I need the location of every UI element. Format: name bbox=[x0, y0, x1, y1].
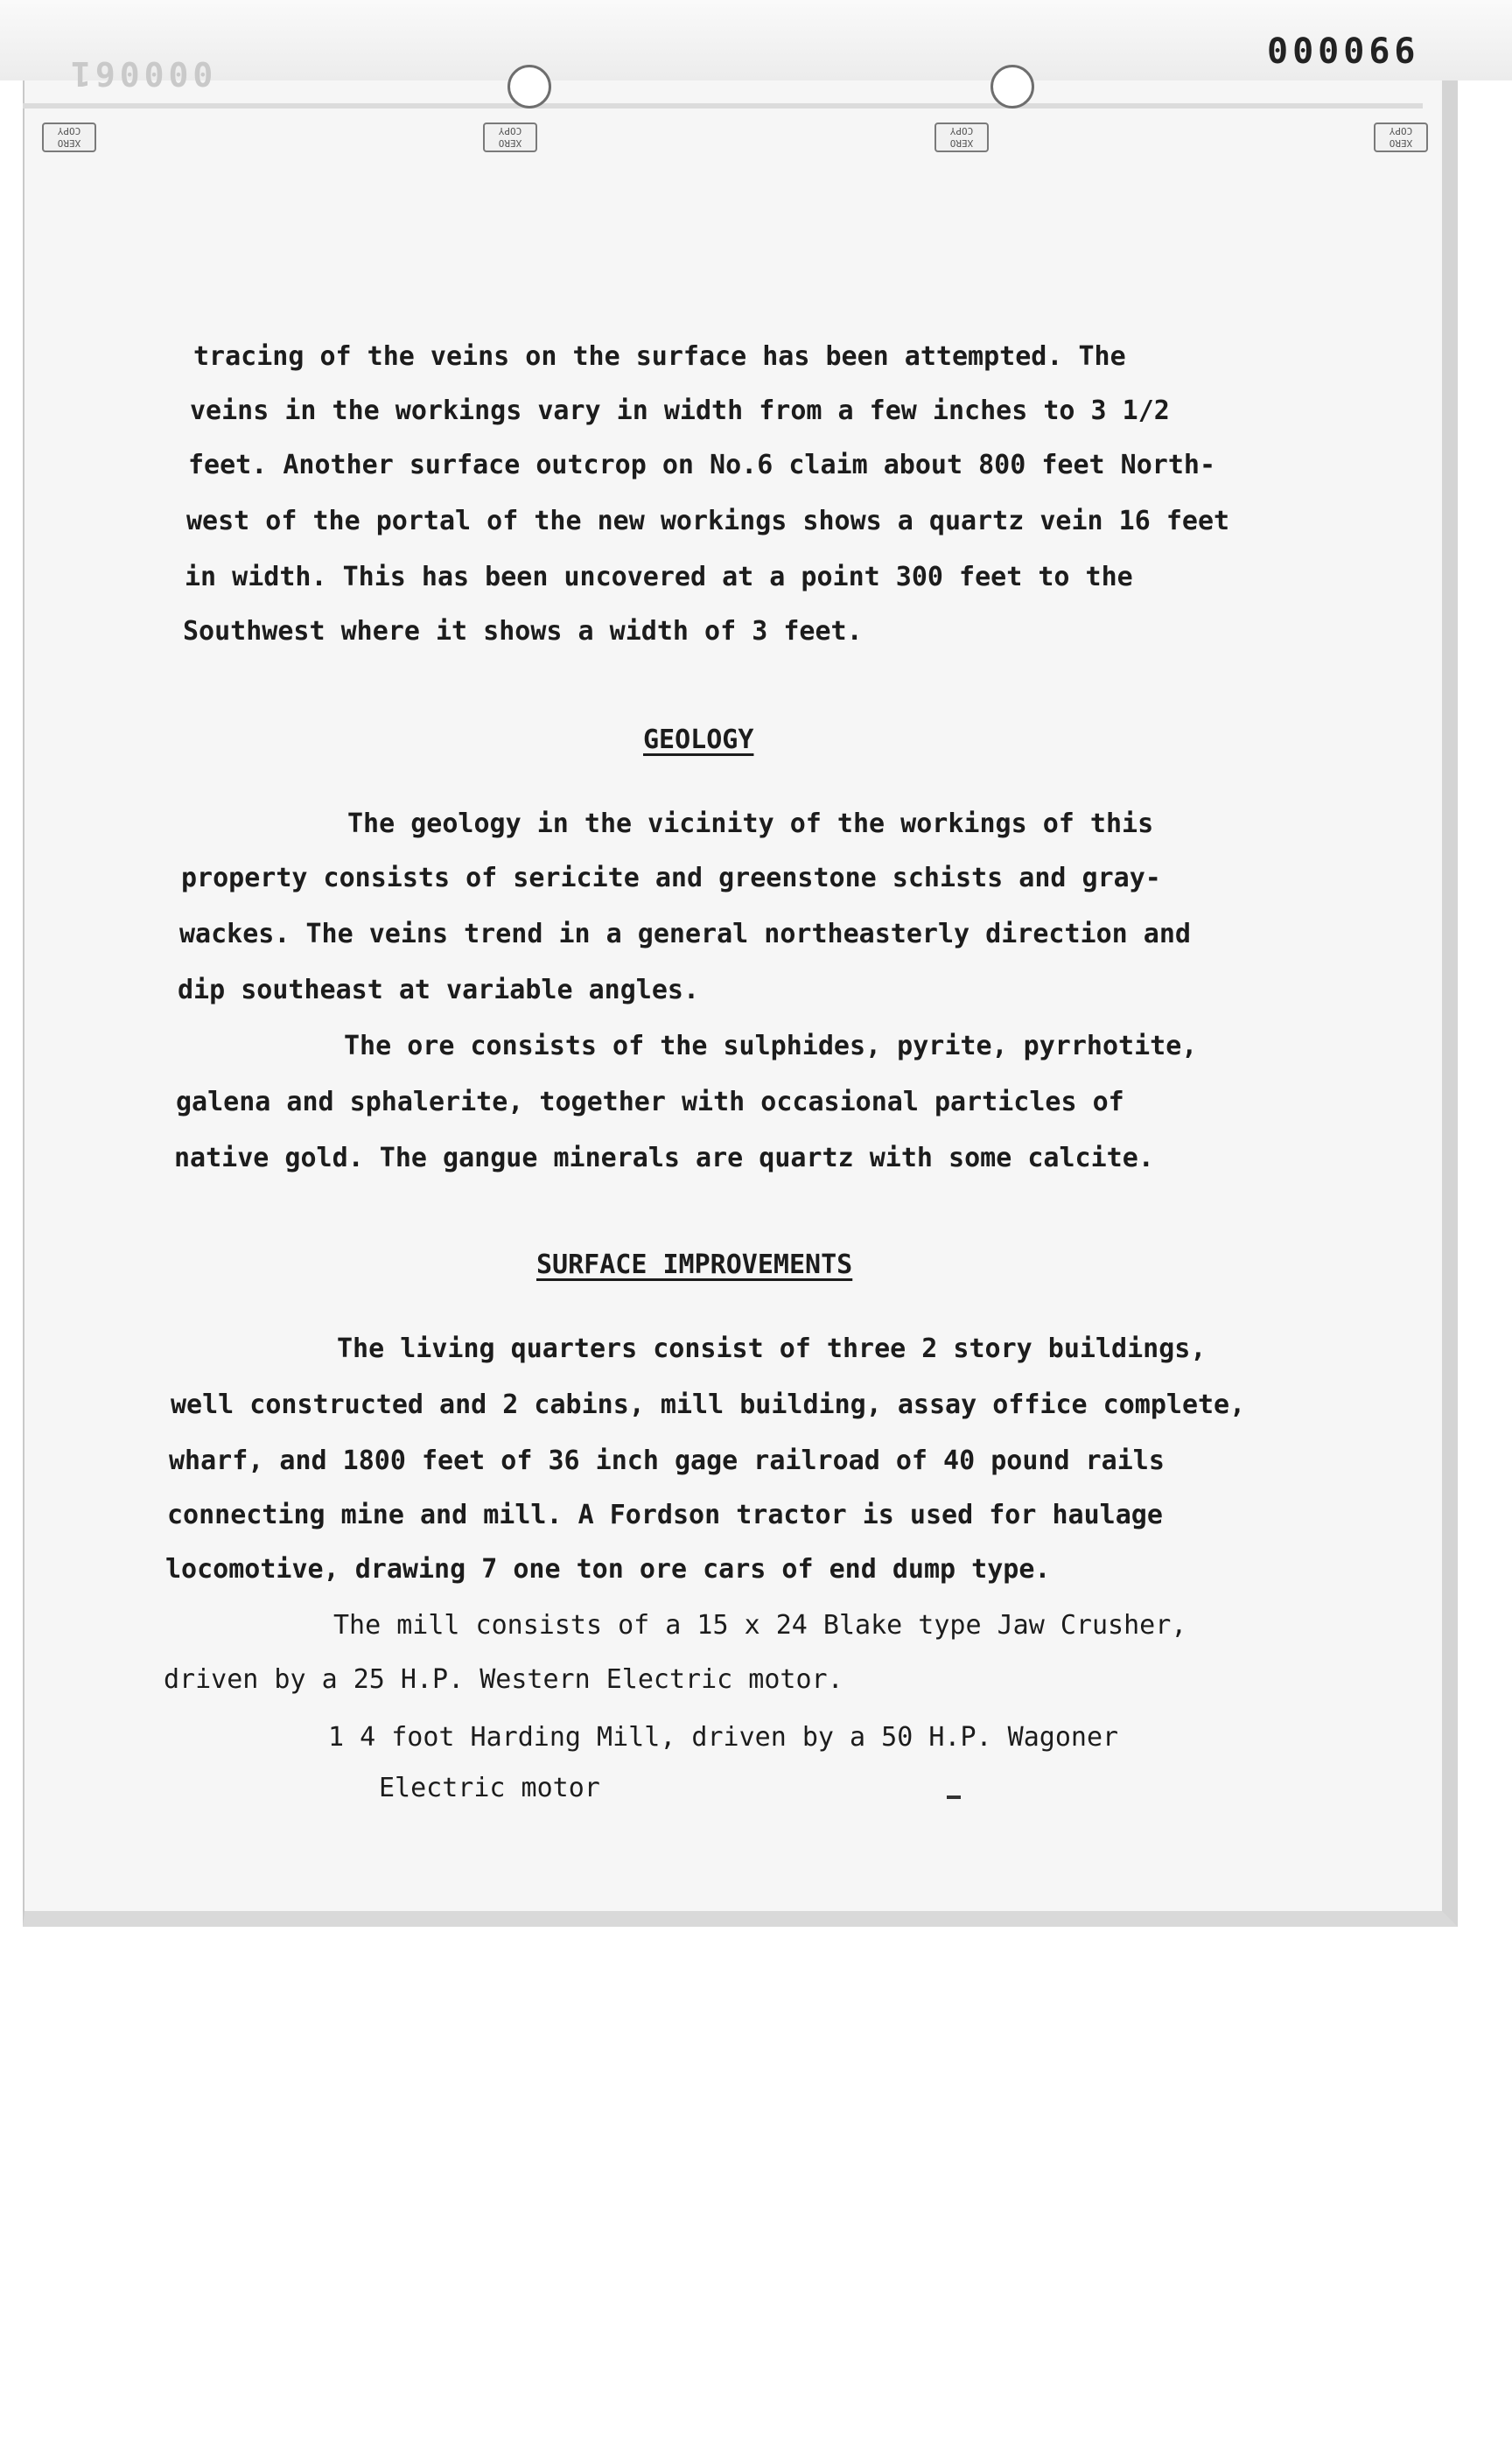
text-line: feet. Another surface outcrop on No.6 claim about 800 feet North- bbox=[188, 450, 1215, 480]
text-line: galena and sphalerite, together with occasional particles of bbox=[176, 1087, 1124, 1117]
punch-hole-left bbox=[508, 65, 551, 108]
document-number: 000066 bbox=[1267, 32, 1420, 72]
xero-copy-stamp: XERO COPY bbox=[483, 122, 537, 152]
text-line: property consists of sericite and greenstone schists and gray- bbox=[181, 863, 1161, 893]
punch-hole-right bbox=[990, 65, 1034, 108]
text-line: The living quarters consist of three 2 story buildings, bbox=[337, 1334, 1207, 1364]
text-line: The geology in the vicinity of the workings of this bbox=[347, 808, 1154, 839]
text-line: wackes. The veins trend in a general northeasterly direction and bbox=[179, 919, 1191, 949]
mirrored-document-number: 000061 bbox=[66, 54, 214, 93]
text-line: west of the portal of the new workings shows a quartz vein 16 feet bbox=[186, 506, 1230, 536]
section-heading-surface-improvements: SURFACE IMPROVEMENTS bbox=[536, 1250, 853, 1280]
text-line: in width. This has been uncovered at a point 300 feet to the bbox=[185, 562, 1133, 592]
xero-copy-stamp: XERO COPY bbox=[934, 122, 989, 152]
text-line: The mill consists of a 15 x 24 Blake type Jaw Crusher, bbox=[333, 1610, 1187, 1641]
text-line: 1 4 foot Harding Mill, driven by a 50 H.P. Wagoner bbox=[328, 1722, 1119, 1753]
text-line: dip southeast at variable angles. bbox=[178, 975, 700, 1005]
xero-copy-stamp: XERO COPY bbox=[42, 122, 96, 152]
page-top-edge bbox=[23, 103, 1423, 108]
text-line: driven by a 25 H.P. Western Electric motor. bbox=[164, 1664, 844, 1695]
text-line: wharf, and 1800 feet of 36 inch gage railroad of 40 pound rails bbox=[169, 1446, 1165, 1476]
xero-copy-stamp: XERO COPY bbox=[1374, 122, 1428, 152]
text-line: veins in the workings vary in width from a few inches to 3 1/2 bbox=[190, 396, 1170, 426]
text-line: The ore consists of the sulphides, pyrite, pyrrhotite, bbox=[344, 1031, 1198, 1061]
text-line: well constructed and 2 cabins, mill building, assay office complete, bbox=[171, 1390, 1246, 1420]
text-line: Electric motor bbox=[379, 1773, 600, 1803]
text-line: connecting mine and mill. A Fordson tractor is used for haulage bbox=[167, 1500, 1163, 1530]
text-line: locomotive, drawing 7 one ton ore cars of end dump type. bbox=[165, 1554, 1051, 1585]
text-line: Southwest where it shows a width of 3 feet. bbox=[183, 616, 863, 647]
section-heading-geology: GEOLOGY bbox=[643, 724, 754, 755]
text-line: tracing of the veins on the surface has been attempted. The bbox=[193, 341, 1126, 372]
stray-mark bbox=[947, 1796, 961, 1799]
text-line: native gold. The gangue minerals are quartz with some calcite. bbox=[174, 1143, 1154, 1173]
